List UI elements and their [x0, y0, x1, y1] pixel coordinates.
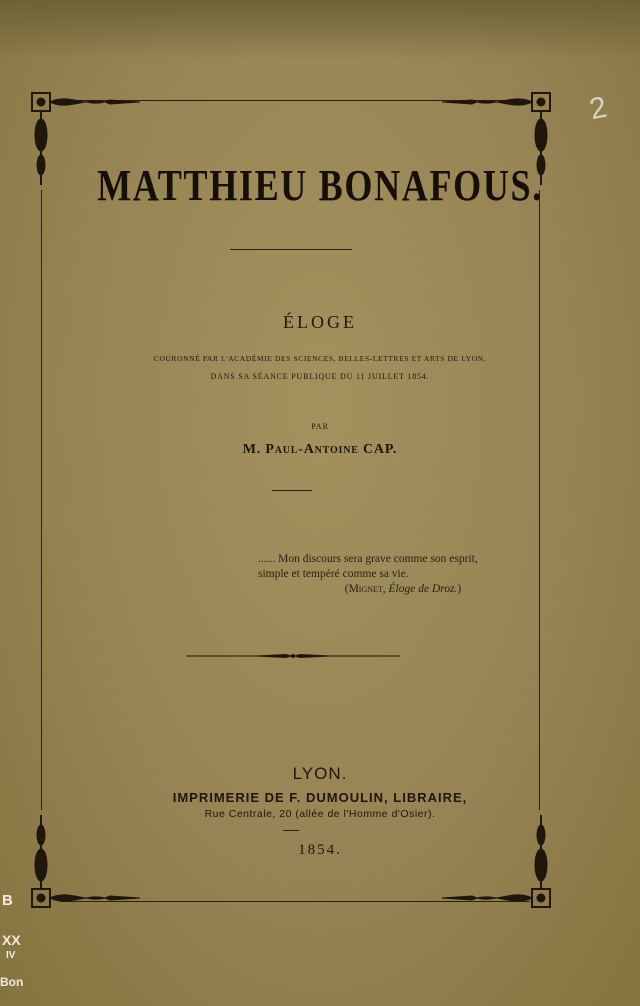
ornament-bottom-right-icon	[432, 810, 552, 910]
epigraph-work: Éloge de Droz.	[388, 583, 458, 595]
border-left	[41, 190, 42, 810]
epigraph-attribution: (Mignet, Éloge de Droz.)	[344, 583, 462, 595]
imprint-printer: IMPRIMERIE DE F. DUMOULIN, LIBRAIRE,	[172, 790, 468, 805]
top-shadow	[0, 0, 640, 60]
page-title: MATTHIEU BONAFOUS.	[97, 161, 543, 210]
pencil-page-mark: 2	[586, 90, 610, 127]
imprint-address: Rue Centrale, 20 (allée de l'Homme d'Osier).	[204, 808, 436, 820]
session-line: DANS SA SÉANCE PUBLIQUE DU 11 JUILLET 1854.	[210, 372, 430, 381]
by-label: PAR	[311, 422, 329, 431]
ornament-bottom-left-icon	[30, 810, 150, 910]
title-rule	[230, 249, 352, 250]
epigraph	[258, 552, 518, 597]
author-name: M. Paul-Antoine CAP.	[242, 442, 398, 457]
shelf-label-bon: Bon	[0, 975, 24, 989]
imprint-city: LYON.	[292, 764, 348, 783]
imprint-year: 1854.	[298, 842, 342, 858]
epigraph-line-1: ...... Mon discours sera grave comme son esprit,	[258, 553, 478, 565]
epigraph-author: Mignet	[348, 583, 383, 595]
epigraph-line-2: simple et tempéré comme sa vie.	[258, 568, 409, 580]
imprint-rule	[283, 830, 299, 831]
border-right	[539, 190, 540, 810]
shelf-label-iv: IV	[6, 950, 16, 961]
separator-ornament-icon	[186, 650, 400, 662]
award-line: COURONNÉ PAR L'ACADÉMIE DES SCIENCES, BELLES-LETTRES ET ARTS DE LYON,	[153, 354, 487, 363]
subtitle: ÉLOGE	[283, 312, 357, 332]
shelf-label-b: B	[2, 892, 13, 909]
shelf-label-xx: XX	[2, 932, 21, 948]
author-rule	[272, 490, 312, 491]
